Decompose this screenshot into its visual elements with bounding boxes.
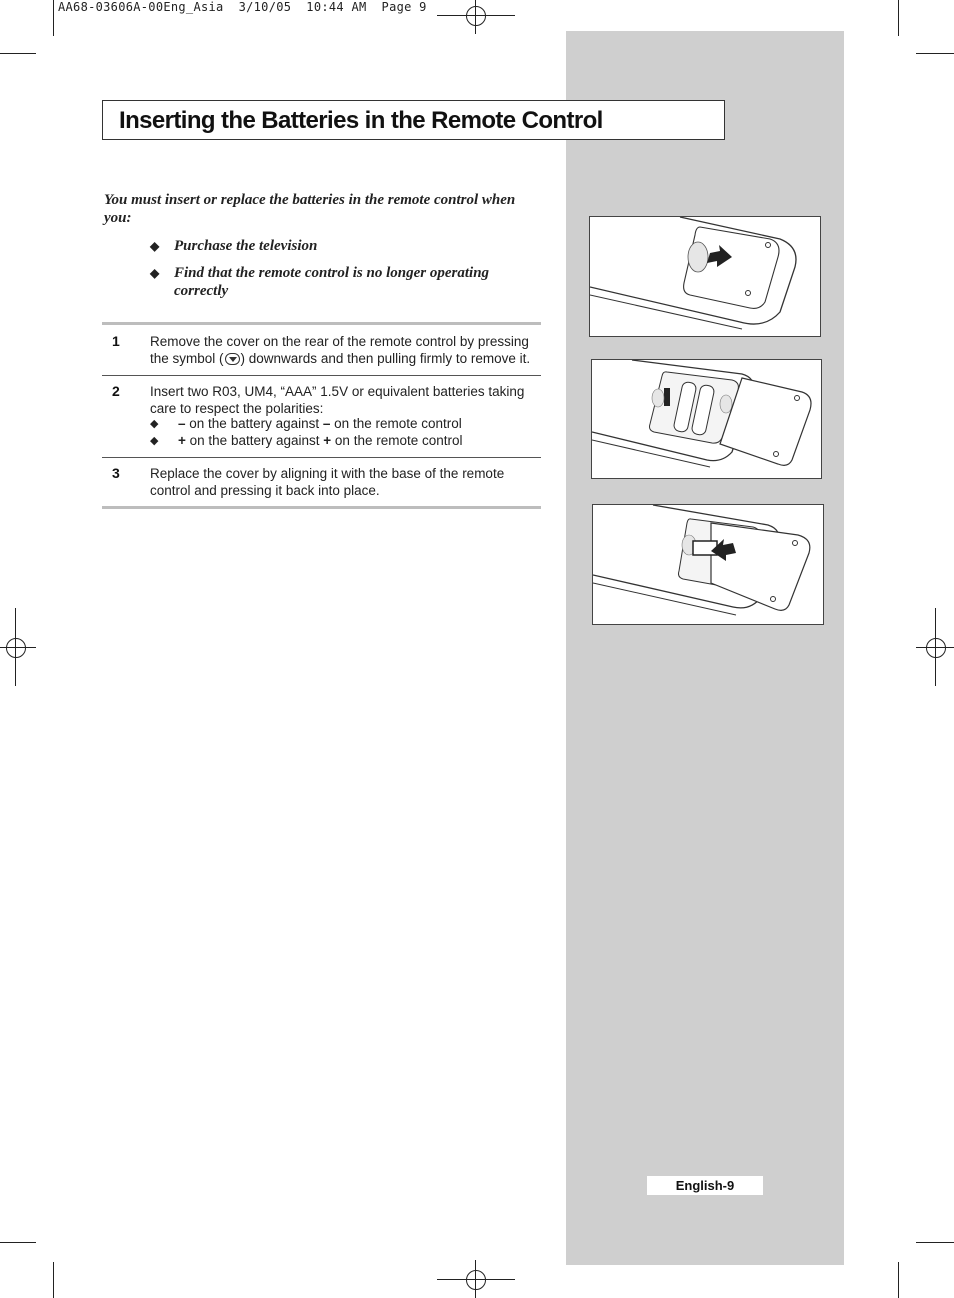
intro-bullet-text: Purchase the television bbox=[174, 238, 318, 254]
step-text-part: Remove the cover on the rear of the remote control by pressing the symbol ( bbox=[150, 334, 529, 366]
diamond-icon: ◆ bbox=[150, 418, 159, 430]
step-number: 1 bbox=[112, 333, 120, 349]
polarity-text: on the battery against bbox=[189, 433, 320, 448]
page-number-label: English-9 bbox=[647, 1176, 763, 1195]
diamond-icon: ◆ bbox=[150, 239, 160, 253]
diamond-icon: ◆ bbox=[150, 266, 160, 280]
steps-bottom-rule bbox=[102, 506, 541, 509]
step-number: 3 bbox=[112, 465, 120, 481]
step-divider bbox=[102, 375, 541, 376]
print-header: AA68-03606A-00Eng_Asia 3/10/05 10:44 AM Page 9 bbox=[58, 0, 427, 14]
polarity-sign: + bbox=[323, 433, 332, 448]
diamond-icon: ◆ bbox=[150, 435, 159, 447]
title-box bbox=[102, 100, 725, 140]
remote-cover-replace-illustration bbox=[592, 504, 824, 625]
step-text: Insert two R03, UM4, “AAA” 1.5V or equivalent batteries taking care to respect the polarities: bbox=[150, 384, 525, 416]
page-title: Inserting the Batteries in the Remote Control bbox=[119, 107, 603, 134]
step-text bbox=[150, 334, 535, 367]
polarity-sign: + bbox=[178, 433, 186, 448]
remote-battery-insert-illustration bbox=[591, 359, 822, 479]
step-text-part: ) downwards and then pulling firmly to remove it. bbox=[240, 350, 531, 366]
polarity-sign: – bbox=[322, 416, 331, 431]
polarity-sign: – bbox=[178, 416, 186, 431]
remote-cover-removal-illustration bbox=[589, 216, 821, 337]
intro-text: You must insert or replace the batteries in the remote control when you: bbox=[104, 192, 516, 226]
polarity-text: on the remote control bbox=[334, 433, 463, 448]
step-divider bbox=[102, 457, 541, 458]
press-down-symbol-icon bbox=[225, 353, 240, 365]
steps-top-rule bbox=[102, 322, 541, 325]
step-number: 2 bbox=[112, 383, 120, 399]
intro-bullet-text: Find that the remote control is no longer operating correctly bbox=[174, 265, 490, 299]
polarity-text: on the remote control bbox=[334, 416, 462, 431]
step-text: Replace the cover by aligning it with the base of the remote control and pressing it back into place. bbox=[150, 466, 505, 498]
polarity-text: on the battery against bbox=[189, 416, 320, 431]
